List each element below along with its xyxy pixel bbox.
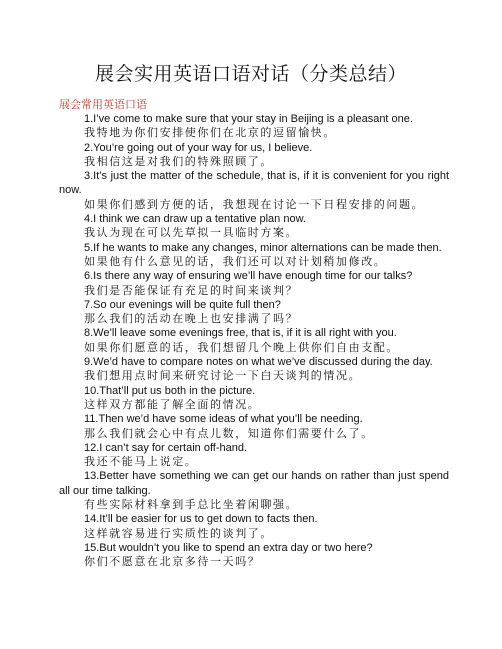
english-sentence: 6.Is there any way of ensuring we’ll have enough time for our talks? bbox=[84, 270, 413, 283]
english-sentence: 2.You’re going out of your way for us, I believe. bbox=[84, 141, 313, 154]
chinese-translation: 这样就容易进行实质性的谈判了。 bbox=[84, 526, 273, 540]
english-sentence: 15.But wouldn’t you like to spend an extra day or two here? bbox=[84, 541, 373, 554]
document-title: 展会实用英语口语对话（分类总结） bbox=[94, 63, 407, 85]
dialogue-list bbox=[59, 112, 449, 570]
english-sentence: 3.It’s just the matter of the schedule, that is, if it is convenient for you right now. bbox=[59, 170, 449, 197]
section-heading: 展会常用英语口语 bbox=[59, 98, 147, 111]
english-sentence: 12.I can’t say for certain off-hand. bbox=[84, 441, 248, 454]
english-sentence: 5.If he wants to make any changes, minor alternations can be made then. bbox=[84, 241, 442, 254]
chinese-translation: 我们是否能保证有充足的时间来谈判？ bbox=[84, 283, 299, 297]
english-sentence: 8.We’ll leave some evenings free, that is, if it is all right with you. bbox=[84, 327, 397, 340]
chinese-translation: 如果你们愿意的话，我们想留几个晚上供你们自由支配。 bbox=[84, 340, 399, 354]
chinese-translation: 我还不能马上说定。 bbox=[84, 455, 198, 469]
chinese-translation: 这样双方都能了解全面的情况。 bbox=[84, 397, 261, 411]
english-sentence: 10.That’ll put us both in the picture. bbox=[84, 384, 256, 397]
chinese-translation: 你们不愿意在北京多待一天吗？ bbox=[84, 555, 261, 569]
chinese-translation: 那么我们就会心中有点儿数，知道你们需要什么了。 bbox=[84, 426, 374, 440]
chinese-translation: 有些实际材料拿到手总比坐着闲聊强。 bbox=[84, 498, 299, 512]
chinese-translation: 如果你们感到方便的话，我想现在讨论一下日程安排的问题。 bbox=[84, 197, 425, 211]
english-sentence: 7.So our evenings will be quite full then? bbox=[84, 298, 281, 311]
english-sentence: 14.It’ll be easier for us to get down to facts then. bbox=[84, 513, 318, 526]
chinese-translation: 那么我们的活动在晚上也安排满了吗？ bbox=[84, 312, 299, 326]
chinese-translation: 我相信这是对我们的特殊照顾了。 bbox=[84, 154, 273, 168]
english-sentence: 11.Then we’d have some ideas of what you’ll be needing. bbox=[84, 413, 363, 426]
chinese-translation: 我认为现在可以先草拟一具临时方案。 bbox=[84, 226, 299, 240]
chinese-translation: 如果他有什么意见的话，我们还可以对计划稍加修改。 bbox=[84, 254, 387, 268]
english-sentence: 1.I’ve come to make sure that your stay in Beijing is a pleasant one. bbox=[84, 113, 413, 125]
english-sentence: 9.We’d have to compare notes on what we’ve discussed during the day. bbox=[84, 356, 433, 369]
chinese-translation: 我特地为你们安排使你们在北京的逗留愉快。 bbox=[84, 126, 336, 140]
english-sentence: 4.I think we can draw up a tentative plan now. bbox=[84, 213, 306, 226]
english-sentence: 13.Better have something we can get our hands on rather than just spend all our time talking. bbox=[59, 470, 449, 497]
chinese-translation: 我们想用点时间来研究讨论一下白天谈判的情况。 bbox=[84, 369, 362, 383]
